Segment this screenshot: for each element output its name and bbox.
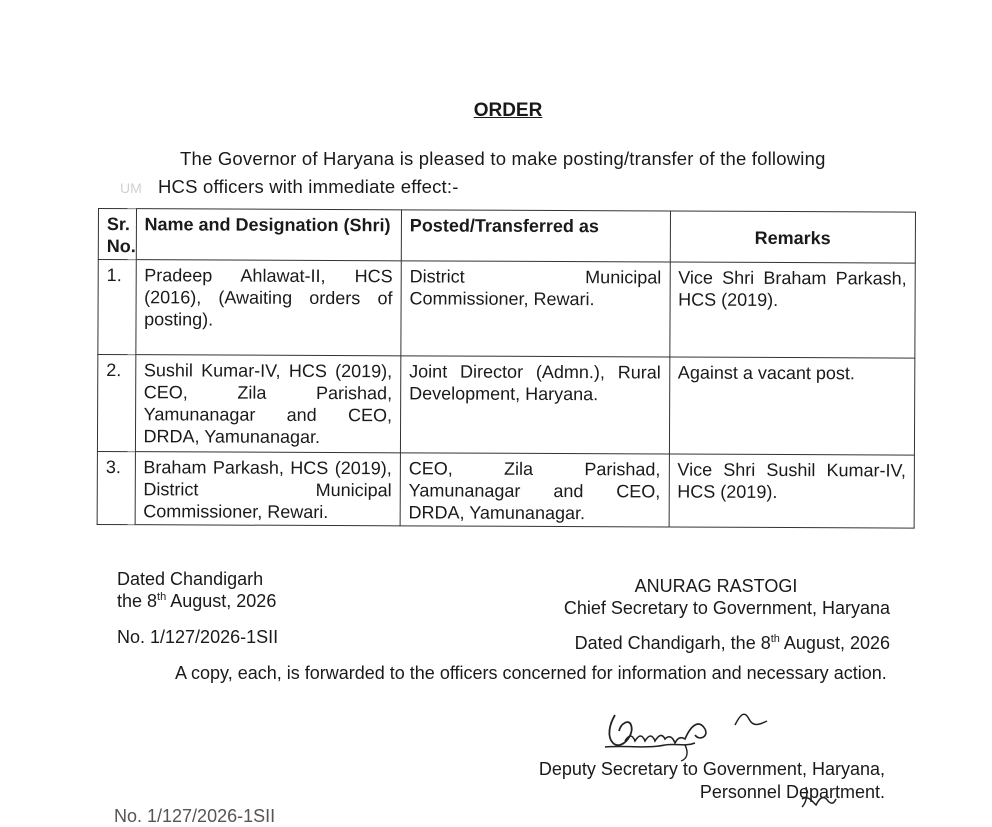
cell-sr: 2. [97,355,135,452]
deputy-designation: Deputy Secretary to Government, Haryana, [538,759,885,779]
header-sr-no: Sr. No. [98,209,136,260]
signatory-name: ANURAG RASTOGI [634,576,798,596]
signature-icon [585,695,785,765]
faint-margin-mark: UM [120,180,142,196]
order-intro [118,145,896,201]
dated-place: Dated Chandigarh [117,569,264,589]
intro-line-1-text: The Governor of Haryana is pleased to make posting/transfer of the following [180,148,826,169]
header-posted-transferred: Posted/Transferred as [401,210,670,262]
copy-forward-body: A copy, each, is forwarded to the officers concerned for information and necessary action. [175,663,887,683]
cutoff-endorsement-number: No. 1/127/2026-1SII [114,806,276,826]
intro-line-2: HCS officers with immediate effect:- [158,176,459,197]
initial-mark-icon [800,783,838,811]
cell-name: Braham Parkash, HCS (2019), District Municipal Commissioner, Rewari. [135,452,401,526]
cell-name: Pradeep Ahlawat-II, HCS (2016), (Awaiting orders of posting). [135,260,401,356]
endorsement-dated [500,632,890,654]
header-name-designation: Name and Designation (Shri) [136,209,402,261]
dated-date [117,590,276,612]
cell-posted: CEO, Zila Parishad, Yamunanagar and CEO, DRDA, Yamunanagar. [400,453,669,527]
dated-block-left [117,568,276,612]
endorsement-number: No. 1/127/2026-1SII [117,627,279,647]
table-header-row [98,209,915,264]
intro-line-1 [118,145,896,173]
dated-date-sup: th [157,591,167,603]
cell-name: Sushil Kumar-IV, HCS (2019), CEO, Zila Parishad, Yamunanagar and CEO, DRDA, Yamunanagar. [135,355,401,453]
cell-sr: 1. [98,260,136,355]
table-row [97,355,914,456]
cell-remarks: Vice Shri Braham Parkash, HCS (2019). [669,262,915,358]
dated-date-prefix: the 8 [117,591,158,611]
endorsement-dated-suffix: August, 2026 [779,633,890,653]
endorsement-dated-sup: th [770,633,780,645]
cell-sr: 3. [97,451,135,524]
cell-remarks: Against a vacant post. [669,357,915,455]
signatory-designation: Chief Secretary to Government, Haryana [563,598,890,618]
cell-remarks: Vice Shri Sushil Kumar-IV, HCS (2019). [669,454,915,528]
copy-forward-text [117,662,890,684]
dated-date-suffix: August, 2026 [166,591,277,611]
table-row [97,451,914,528]
deputy-department: Personnel Department. [699,782,885,802]
header-remarks: Remarks [670,211,916,263]
order-title: ORDER [473,100,543,121]
cell-posted: Joint Director (Admn.), Rural Development, Haryana. [400,356,669,454]
cell-posted: District Municipal Commissioner, Rewari. [401,261,670,357]
endorsement-dated-prefix: Dated Chandigarh, the 8 [574,633,771,653]
table-row [98,260,915,359]
posting-table [97,208,916,529]
